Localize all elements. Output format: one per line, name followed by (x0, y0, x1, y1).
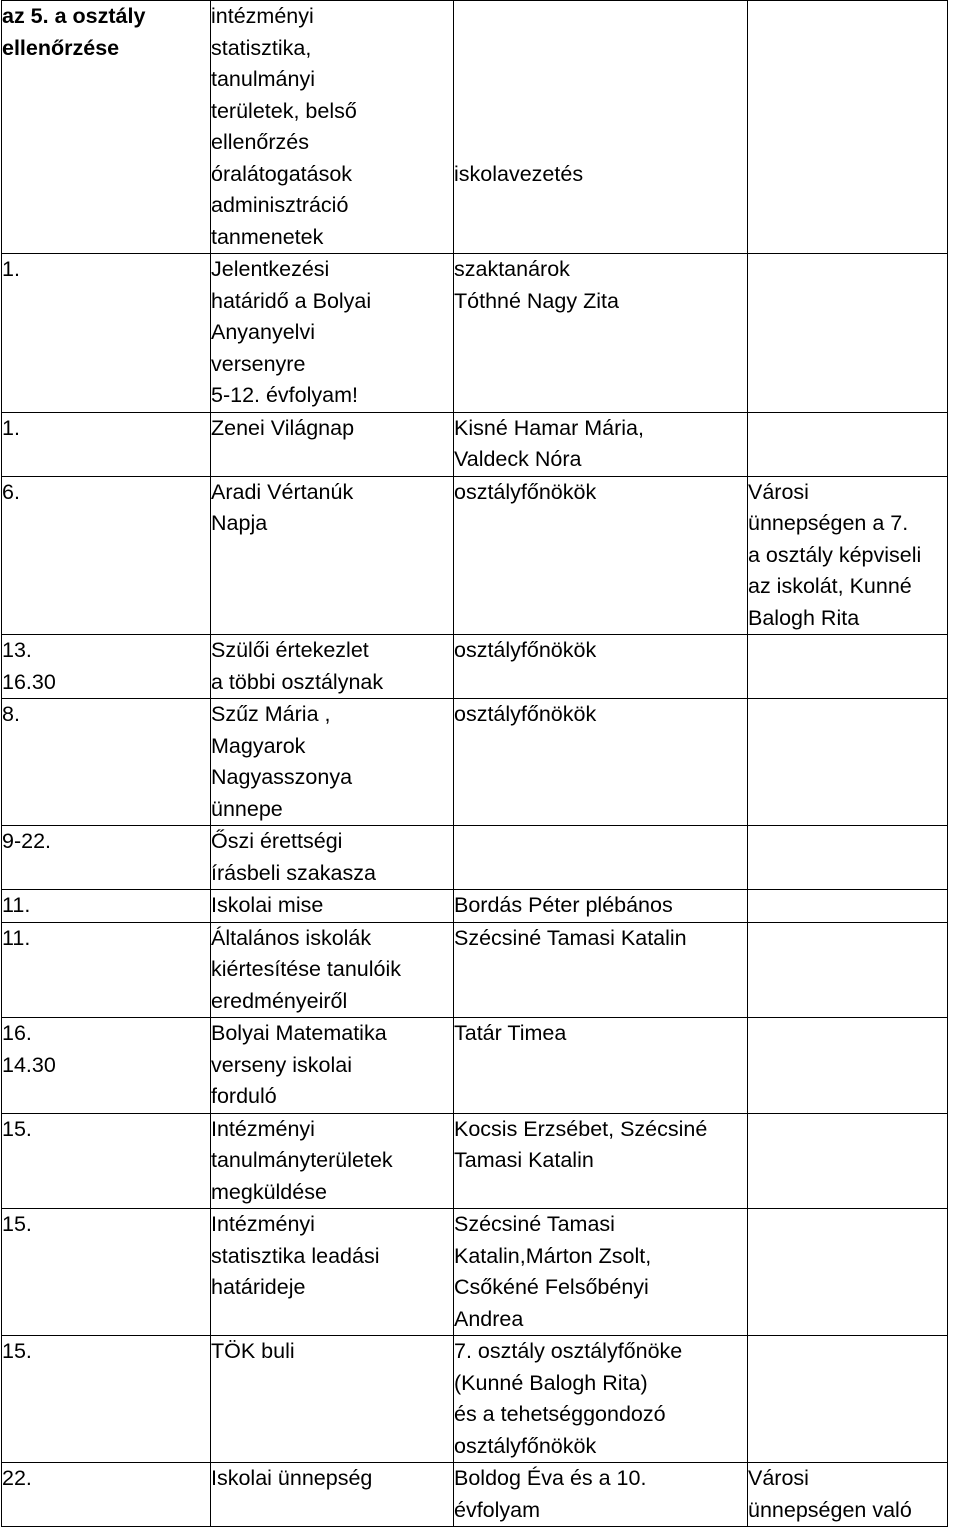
table-row (2, 254, 948, 413)
cell-date: 11. (2, 890, 211, 923)
cell-responsible: Szécsiné Tamasi Katalin,Márton Zsolt, Csőkéné Felsőbényi Andrea (454, 1209, 748, 1336)
cell-note (748, 635, 948, 699)
table-row (2, 1463, 948, 1527)
cell-date: 9-22. (2, 826, 211, 890)
cell-note (748, 890, 948, 923)
cell-event: Szűz Mária , Magyarok Nagyasszonya ünnepe (211, 699, 454, 826)
cell-date: 15. (2, 1336, 211, 1463)
cell-note: Városi ünnepségen a 7. a osztály képviseli az iskolát, Kunné Balogh Rita (748, 476, 948, 635)
cell-note (748, 254, 948, 413)
cell-responsible: szaktanárok Tóthné Nagy Zita (454, 254, 748, 413)
table-row (2, 476, 948, 635)
cell-note (748, 1113, 948, 1209)
cell-event: TÖK buli (211, 1336, 454, 1463)
cell-responsible: osztályfőnökök (454, 699, 748, 826)
cell-responsible: Bordás Péter plébános (454, 890, 748, 923)
cell-date: 16. 14.30 (2, 1018, 211, 1114)
cell-date: 13. 16.30 (2, 635, 211, 699)
cell-event: intézményi statisztika, tanulmányi területek, belső ellenőrzés óralátogatások adminisztráció tanmenetek (211, 1, 454, 254)
table-row (2, 826, 948, 890)
cell-date: 1. (2, 412, 211, 476)
cell-date: 11. (2, 922, 211, 1018)
cell-event: Jelentkezési határidő a Bolyai Anyanyelvi versenyre 5-12. évfolyam! (211, 254, 454, 413)
cell-event: Őszi érettségi írásbeli szakasza (211, 826, 454, 890)
cell-event: Szülői értekezlet a többi osztálynak (211, 635, 454, 699)
table-row (2, 699, 948, 826)
cell-event: Iskolai ünnepség (211, 1463, 454, 1527)
table-row (2, 1113, 948, 1209)
schedule-table (1, 0, 948, 1527)
cell-event: Aradi Vértanúk Napja (211, 476, 454, 635)
cell-responsible: Szécsiné Tamasi Katalin (454, 922, 748, 1018)
cell-date: 15. (2, 1113, 211, 1209)
cell-event: Intézményi statisztika leadási határideje (211, 1209, 454, 1336)
cell-responsible (454, 826, 748, 890)
cell-date: az 5. a osztály ellenőrzése (2, 1, 211, 254)
cell-responsible: iskolavezetés (454, 1, 748, 254)
cell-note (748, 1, 948, 254)
cell-date: 1. (2, 254, 211, 413)
cell-note (748, 826, 948, 890)
table-row (2, 1209, 948, 1336)
cell-responsible: Kisné Hamar Mária, Valdeck Nóra (454, 412, 748, 476)
cell-event: Intézményi tanulmányterületek megküldése (211, 1113, 454, 1209)
cell-date: 22. (2, 1463, 211, 1527)
table-row (2, 890, 948, 923)
cell-note (748, 1209, 948, 1336)
table-row (2, 1, 948, 254)
cell-note: Városi ünnepségen való (748, 1463, 948, 1527)
table-row (2, 1018, 948, 1114)
cell-event: Általános iskolák kiértesítése tanulóik eredményeiről (211, 922, 454, 1018)
table-row (2, 1336, 948, 1463)
cell-date: 15. (2, 1209, 211, 1336)
table-row (2, 922, 948, 1018)
cell-note (748, 699, 948, 826)
cell-event: Zenei Világnap (211, 412, 454, 476)
cell-responsible: Boldog Éva és a 10. évfolyam (454, 1463, 748, 1527)
cell-note (748, 1018, 948, 1114)
cell-note (748, 1336, 948, 1463)
cell-responsible: Kocsis Erzsébet, Szécsiné Tamasi Katalin (454, 1113, 748, 1209)
cell-event: Bolyai Matematika verseny iskolai forduló (211, 1018, 454, 1114)
cell-note (748, 412, 948, 476)
schedule-body (2, 1, 948, 1527)
cell-responsible: Tatár Timea (454, 1018, 748, 1114)
cell-responsible: osztályfőnökök (454, 635, 748, 699)
table-row (2, 635, 948, 699)
cell-date: 8. (2, 699, 211, 826)
cell-note (748, 922, 948, 1018)
cell-responsible: 7. osztály osztályfőnöke (Kunné Balogh Rita) és a tehetséggondozó osztályfőnökök (454, 1336, 748, 1463)
cell-event: Iskolai mise (211, 890, 454, 923)
cell-responsible: osztályfőnökök (454, 476, 748, 635)
table-row (2, 412, 948, 476)
cell-date: 6. (2, 476, 211, 635)
